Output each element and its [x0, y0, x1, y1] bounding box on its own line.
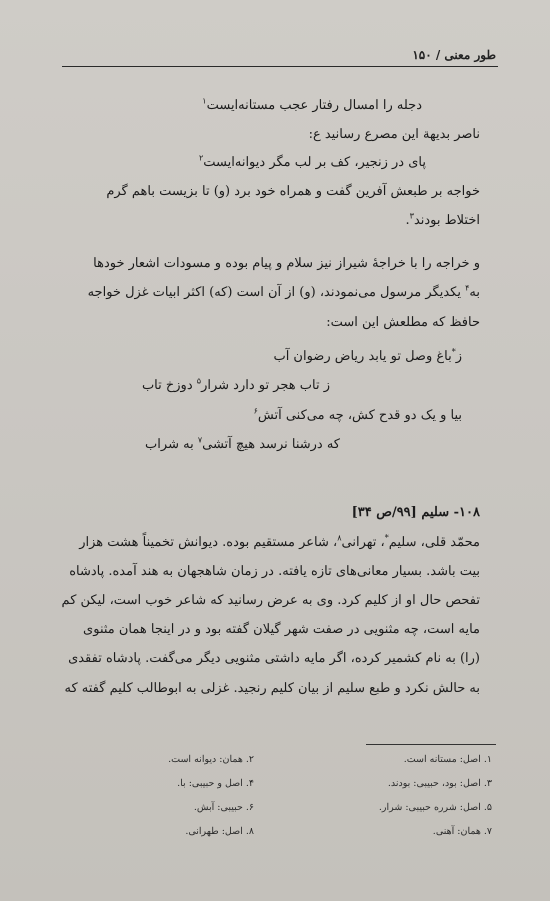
footnote: ۵. اصل: شرره حبیبی: شرار. [378, 802, 492, 813]
text-span: بیا و یک دو قدح کش، چه می‌کنی آتش [257, 408, 462, 423]
text-span: دوزخ تاب [141, 378, 197, 393]
verse-text: دجله را امسال رفتار عجب مستانه‌ایست [206, 98, 422, 113]
footnote-ref: ۶ [253, 406, 258, 416]
page-header [64, 42, 496, 62]
text-line: بیت باشد. بسیار معانی‌های تازه یافته. در زمان شاهجهان به هند آمده. پادشاه [69, 564, 480, 579]
text-span: یکدیگر مرسول می‌نمودند، (و) از آن است (که) اکثر ابیات غزل خواجه [87, 285, 466, 300]
footnote: ۳. اصل: بود، حبیبی: بودند. [387, 778, 492, 789]
footnote: ۸. اصل: طهرانی. [185, 826, 254, 837]
text-span: ز تاب هجر تو دارد شرار [201, 378, 330, 393]
footnote-ref: ۸ [337, 533, 342, 543]
text-span: باغ وصل تو یابد ریاض رضوان آب [273, 349, 452, 364]
text-span: اختلاط بودند [413, 213, 480, 228]
verse-line [273, 349, 462, 365]
text-line: ناصر بدیهة این مصرع رسانید ع: [308, 127, 480, 142]
text-span: ، تهرانی [341, 535, 385, 550]
text-line [88, 285, 480, 301]
verse-line [199, 155, 426, 171]
text-line: حافظ که مطلعش این است: [326, 315, 480, 330]
verse-line [202, 98, 422, 114]
text-span: ز [455, 349, 462, 364]
footnote: ۲. همان: دیوانه است. [168, 754, 254, 765]
asterisk-mark: * [451, 347, 456, 357]
verse-line [142, 378, 330, 394]
footnote: ۶. حبیبی: آبش. [193, 802, 254, 813]
text-line [79, 535, 480, 551]
text-span: محمّد قلی، سلیم [388, 535, 480, 550]
asterisk-mark: * [384, 533, 389, 543]
footnote-ref: ۷ [197, 435, 203, 445]
footnote: ۷. همان: آهنی. [432, 826, 492, 837]
text-line: خواجه بر طبعش آفرین گفت و همراه خود برد (و) تا بزیست باهم گرم [106, 184, 480, 199]
footnote-ref: ۵ [196, 376, 202, 386]
text-span: . [405, 213, 410, 228]
verse-text: پای در زنجیر، کف بر لب مگر دیوانه‌ایست [203, 155, 426, 170]
text-line: به حالش نکرد و طبع سلیم از بیان کلیم رنجید. غزلی به ابوطالب کلیم گفته که [64, 681, 480, 696]
section-heading: ۱۰۸- سلیم [۹۹/ص ۳۴] [351, 505, 480, 520]
text-line: و خراجه را با خراجهٔ شیراز نیز سلام و پیام بوده و مسودات اشعار خودها [93, 256, 480, 271]
text-span: که درشنا نرسد هیچ آتشی [202, 437, 340, 452]
text-span: به شراب [145, 437, 198, 452]
footnote-rule [366, 744, 496, 745]
text-span: به [469, 285, 480, 300]
text-span: ، شاعر مستقیم بوده. دیوانش تخمیناً هشت هزار [79, 535, 338, 550]
footnote-ref: ۴ [465, 283, 470, 293]
footnote-ref: ۲ [198, 153, 204, 163]
footnote: ۴. اصل و حبیبی: با. [177, 778, 254, 789]
text-line: تفحص حال او از کلیم کرد. وی به عرض رسانید که شاعر خوب است، لیکن کم [61, 593, 480, 608]
footnote-ref: ۱ [202, 96, 207, 106]
text-line: مایه است، چه مثنویی در صفت شهر گیلان گفته بود و در اینجا همان مثنوی [83, 622, 480, 637]
footnote: ۱. اصل: مستانه است. [403, 754, 492, 765]
text-line [406, 213, 481, 229]
verse-line [254, 408, 462, 424]
verse-line [145, 437, 340, 453]
header-rule [62, 66, 498, 67]
footnote-ref: ۳ [409, 211, 414, 221]
running-title: طور معنی / ۱۵۰ [412, 48, 496, 62]
text-line: (را) به نام کشمیر کرده، اگر مایه داشتی مثنویی دیگر می‌گفت. پادشاه تفقدی [68, 651, 480, 666]
